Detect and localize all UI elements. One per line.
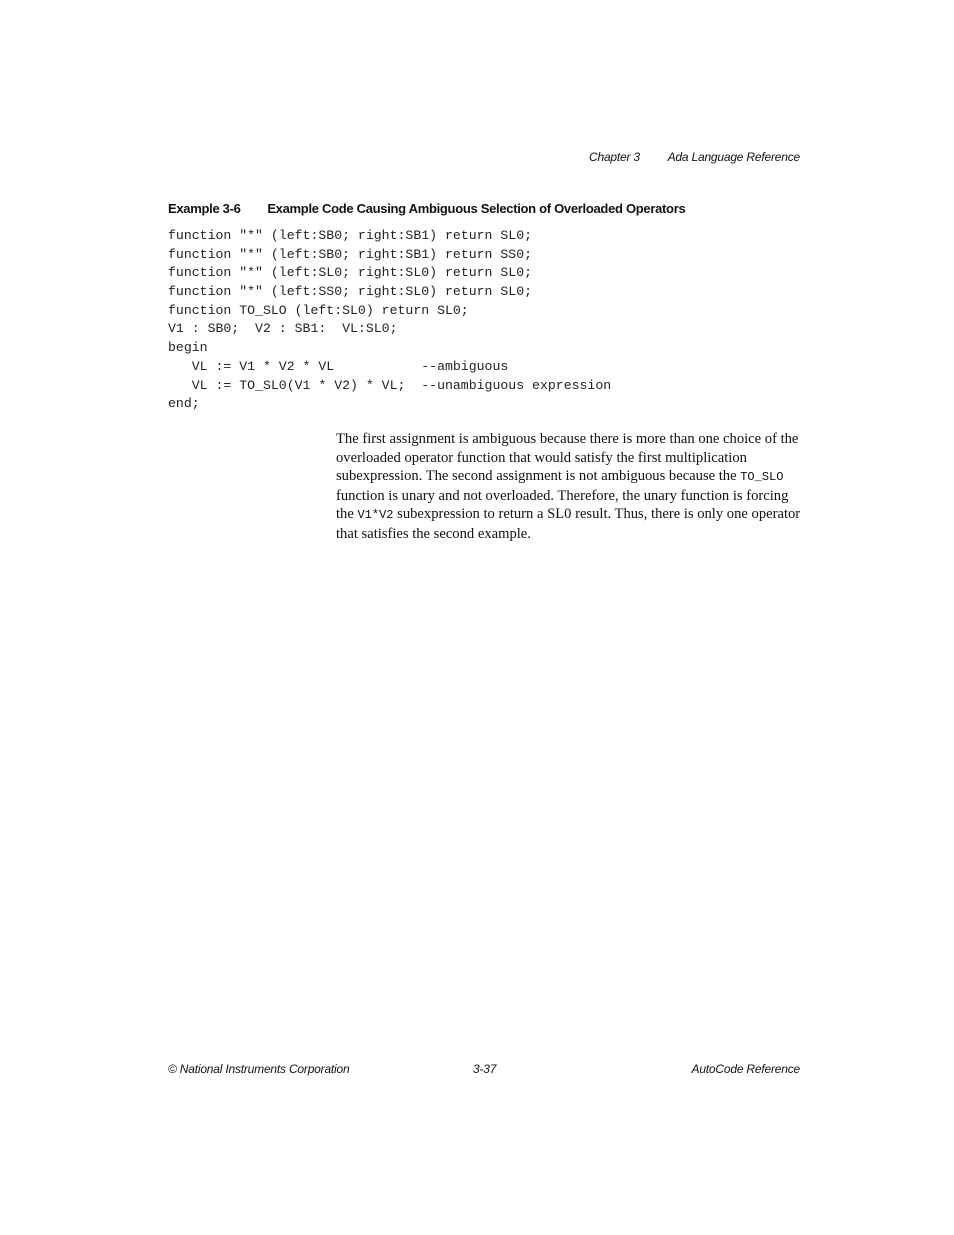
code-line: VL := V1 * V2 * VL --ambiguous xyxy=(168,358,509,374)
code-line: end; xyxy=(168,396,200,412)
code-line: function "*" (left:SL0; right:SL0) return SL0; xyxy=(168,265,533,281)
paragraph-text: subexpression to return a SL0 result. Thus, there is only one operator that satisfies the second example. xyxy=(336,506,801,542)
section-label: Ada Language Reference xyxy=(667,150,800,164)
inline-code: TO_SLO xyxy=(740,470,784,485)
code-listing xyxy=(168,227,611,414)
code-line: function "*" (left:SB0; right:SB1) return SL0; xyxy=(168,228,533,243)
example-caption xyxy=(168,201,685,216)
code-line: V1 : SB0; V2 : SB1: VL:SL0; xyxy=(168,321,398,337)
code-line: function "*" (left:SB0; right:SB1) return SS0; xyxy=(168,246,533,262)
example-title: Example Code Causing Ambiguous Selection of Overloaded Operators xyxy=(267,201,686,216)
footer-book-title: AutoCode Reference xyxy=(691,1062,800,1076)
paragraph-text: The first assignment is ambiguous because there is more than one choice of the overloaded operator function that would satisfy the first multiplication subexpression. The second assignment is not ambiguous because the xyxy=(336,431,799,485)
explanation-paragraph xyxy=(336,430,806,544)
running-header xyxy=(589,150,800,164)
code-line: VL := TO_SL0(V1 * V2) * VL; --unambiguous expression xyxy=(168,377,612,393)
paragraph-text: function is unary and not overloaded. Therefore, the unary function is forcing the xyxy=(336,487,789,523)
inline-code: V1*V2 xyxy=(357,508,394,523)
page-number: 3-37 xyxy=(473,1062,497,1076)
code-line: function TO_SLO (left:SL0) return SL0; xyxy=(168,302,469,318)
code-line: begin xyxy=(168,340,208,356)
chapter-label: Chapter 3 xyxy=(589,150,640,164)
example-number: Example 3-6 xyxy=(168,201,241,216)
code-line: function "*" (left:SS0; right:SL0) return SL0; xyxy=(168,284,533,300)
footer-copyright: © National Instruments Corporation xyxy=(168,1062,350,1076)
